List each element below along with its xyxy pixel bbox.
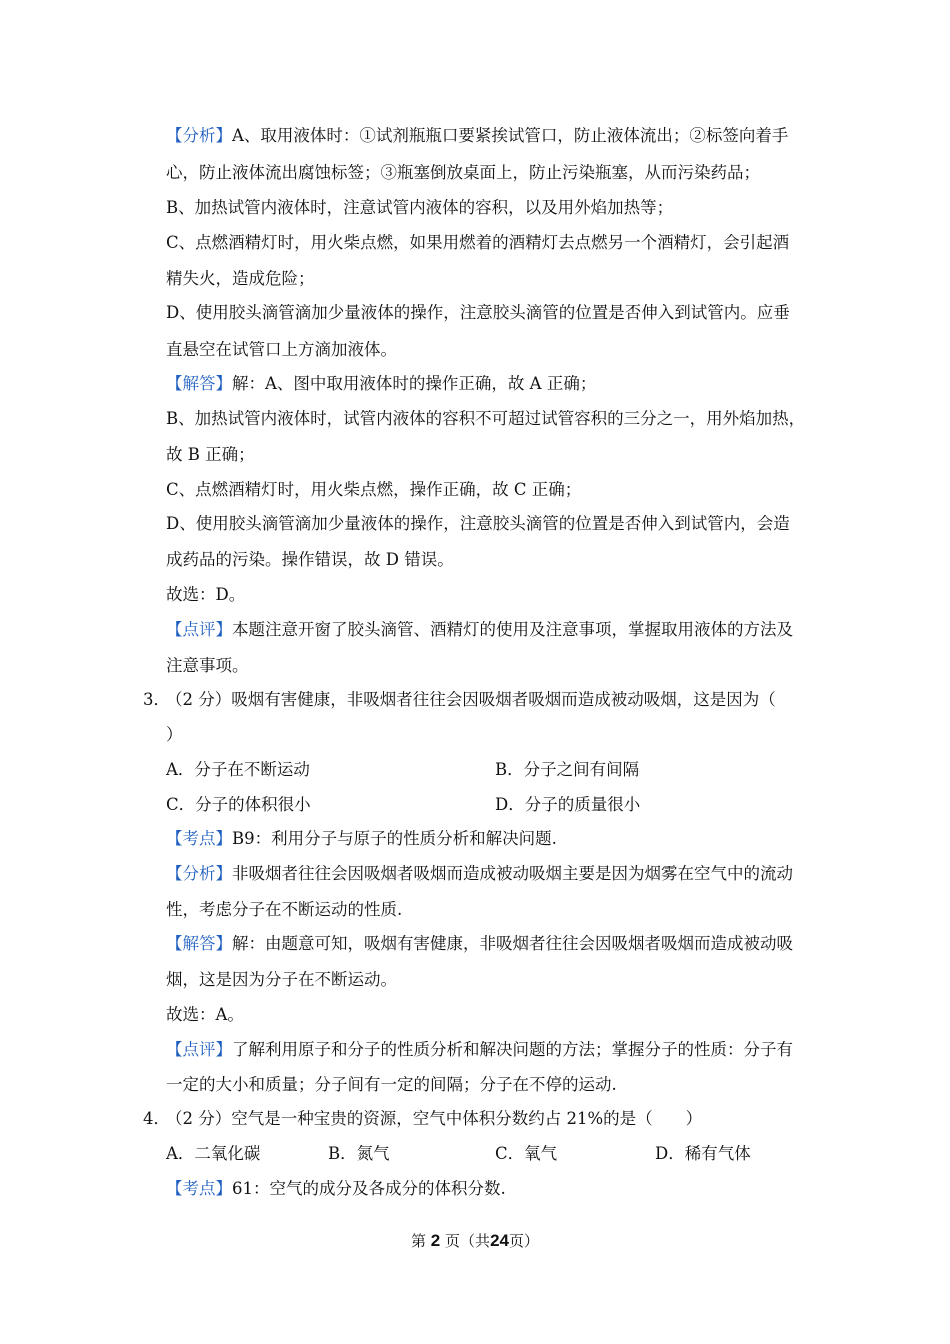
- q3-answer-text-1: 解：由题意可知，吸烟有害健康，非吸烟者往往会因吸烟者吸烟而造成被动吸: [232, 934, 793, 953]
- q2-answer-line-2: B、加热试管内液体时，试管内液体的容积不可超过试管容积的三分之一，用外焰加热，: [166, 409, 806, 428]
- q3-analysis-line-1: [166, 864, 793, 884]
- q4-option-b: B．氮气: [328, 1144, 390, 1163]
- q2-answer-line-1: [166, 374, 596, 394]
- q3-point-text: B9：利用分子与原子的性质分析和解决问题.: [232, 829, 557, 848]
- q3-comment-line-1: [166, 1040, 793, 1060]
- q4-stem: （2 分）空气是一种宝贵的资源，空气中体积分数约占 21%的是（ ）: [166, 1109, 703, 1128]
- q3-analysis-line-2: 性，考虑分子在不断运动的性质.: [166, 900, 403, 919]
- page-footer: [0, 1230, 950, 1251]
- q2-analysis-line-4: C、点燃酒精灯时，用火柴点燃，如果用燃着的酒精灯去点燃另一个酒精灯，会引起酒: [166, 233, 790, 252]
- q4-option-d: D．稀有气体: [655, 1144, 751, 1163]
- q3-stem-line-1: （2 分）吸烟有害健康，非吸烟者往往会因吸烟者吸烟而造成被动吸烟，这是因为（: [166, 690, 776, 709]
- analysis-tag: 【分析】: [166, 864, 232, 883]
- q3-option-c: C．分子的体积很小: [166, 795, 311, 814]
- q4-option-a: A．二氧化碳: [166, 1144, 261, 1163]
- q3-choice: 故选：A。: [166, 1005, 244, 1024]
- comment-tag: 【点评】: [166, 1040, 232, 1059]
- point-tag: 【考点】: [166, 829, 232, 848]
- q2-analysis-line-1: [166, 126, 788, 146]
- q2-answer-line-5: D、使用胶头滴管滴加少量液体的操作，注意胶头滴管的位置是否伸入到试管内，会造: [166, 514, 790, 533]
- q4-point-text: 61：空气的成分及各成分的体积分数.: [232, 1179, 506, 1198]
- answer-tag: 【解答】: [166, 374, 232, 393]
- q2-answer-text-1: 解：A、图中取用液体时的操作正确，故 A 正确；: [232, 374, 597, 393]
- q3-option-b: B．分子之间有间隔: [495, 760, 640, 779]
- q2-analysis-line-2: 心，防止液体流出腐蚀标签；③瓶塞倒放桌面上，防止污染瓶塞，从而污染药品；: [166, 163, 760, 182]
- footer-suffix: 页）: [508, 1232, 539, 1250]
- q3-number: 3．: [143, 690, 170, 709]
- q3-answer-line-1: [166, 934, 793, 954]
- footer-mid: 页（共: [445, 1232, 491, 1250]
- q4-point-line: [166, 1179, 506, 1199]
- q3-answer-line-2: 烟，这是因为分子在不断运动。: [166, 970, 397, 989]
- q3-option-a: A．分子在不断运动: [166, 760, 310, 779]
- q2-comment-text-1: 本题注意开窗了胶头滴管、酒精灯的使用及注意事项，掌握取用液体的方法及: [232, 620, 793, 639]
- analysis-tag: 【分析】: [166, 126, 232, 145]
- q4-number: 4．: [143, 1109, 170, 1128]
- footer-page-number: 2: [430, 1231, 441, 1250]
- q2-analysis-line-6: D、使用胶头滴管滴加少量液体的操作，注意胶头滴管的位置是否伸入到试管内。应垂: [166, 303, 790, 322]
- comment-tag: 【点评】: [166, 620, 232, 639]
- q3-option-d: D．分子的质量很小: [495, 795, 641, 814]
- q2-analysis-line-7: 直悬空在试管口上方滴加液体。: [166, 340, 397, 359]
- q2-comment-line-1: [166, 620, 793, 640]
- answer-tag: 【解答】: [166, 934, 232, 953]
- q2-answer-line-3: 故 B 正确；: [166, 445, 255, 464]
- q2-analysis-line-3: B、加热试管内液体时，注意试管内液体的容积，以及用外焰加热等；: [166, 198, 674, 217]
- q2-answer-line-4: C、点燃酒精灯时，用火柴点燃，操作正确，故 C 正确；: [166, 480, 582, 499]
- q3-stem-line-2: ）: [166, 725, 183, 744]
- q4-option-c: C．氧气: [495, 1144, 558, 1163]
- point-tag: 【考点】: [166, 1179, 232, 1198]
- q3-analysis-text-1: 非吸烟者往往会因吸烟者吸烟而造成被动吸烟主要是因为烟雾在空气中的流动: [232, 864, 793, 883]
- footer-total-pages: 24: [490, 1231, 509, 1250]
- q2-comment-line-2: 注意事项。: [166, 656, 249, 675]
- q3-point-line: [166, 829, 557, 849]
- q2-analysis-text-1: A、取用液体时：①试剂瓶瓶口要紧挨试管口，防止液体流出；②标签向着手: [232, 126, 789, 145]
- q2-choice: 故选：D。: [166, 585, 246, 604]
- q3-comment-line-2: 一定的大小和质量；分子间有一定的间隔；分子在不停的运动.: [166, 1075, 617, 1094]
- footer-prefix: 第: [411, 1232, 427, 1250]
- q3-comment-text-1: 了解利用原子和分子的性质分析和解决问题的方法；掌握分子的性质：分子有: [232, 1040, 793, 1059]
- q2-answer-line-6: 成药品的污染。操作错误，故 D 错误。: [166, 550, 454, 569]
- q2-analysis-line-5: 精失火，造成危险；: [166, 269, 315, 288]
